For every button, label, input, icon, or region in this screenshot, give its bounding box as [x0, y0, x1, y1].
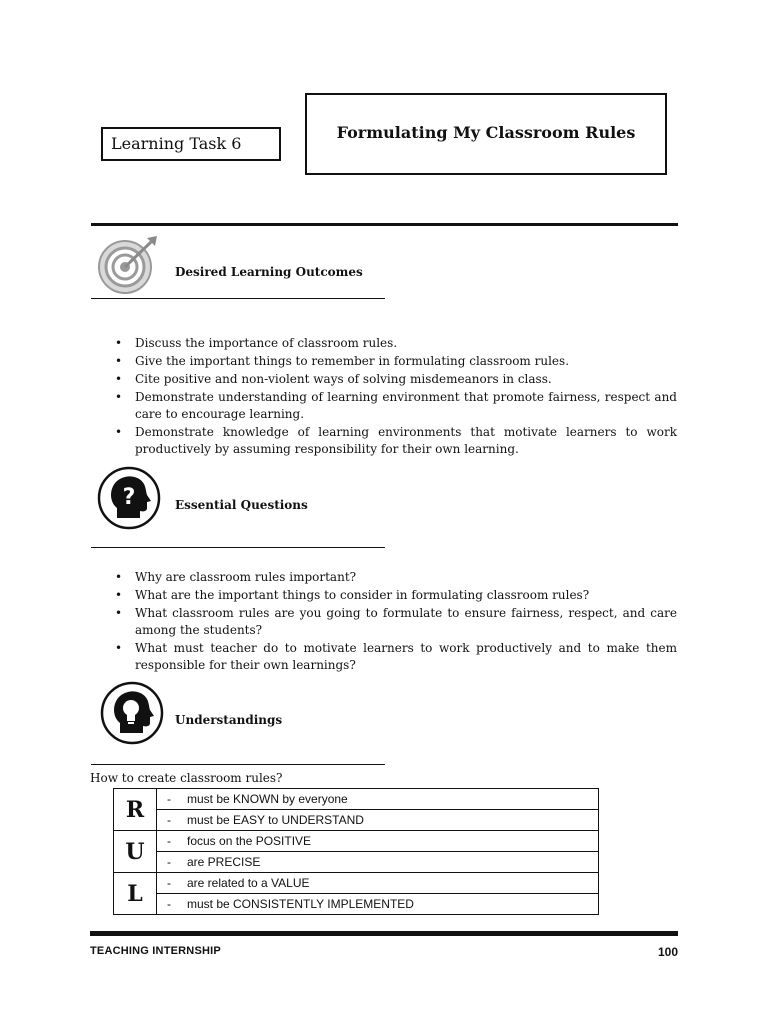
- list-item: • Give the important things to remember in formulating classroom rules.: [115, 354, 570, 368]
- list-item: • What must teacher do to motivate learners to work productively and to make them responsible for their own learnings?: [115, 641, 677, 672]
- table-row: [114, 810, 599, 831]
- outcomes-divider: [91, 298, 385, 299]
- outcomes-title: Desired Learning Outcomes: [175, 265, 363, 279]
- bullet: •: [115, 641, 123, 655]
- rule-item: - must be KNOWN by everyone: [157, 789, 599, 810]
- questions-list: [113, 569, 677, 675]
- footer-divider: [90, 931, 678, 936]
- questions-title: Essential Questions: [175, 498, 308, 512]
- rule-item: - are PRECISE: [157, 852, 599, 873]
- rule-item: - must be EASY to UNDERSTAND: [157, 810, 599, 831]
- page-title: Formulating My Classroom Rules: [305, 93, 667, 175]
- bullet: •: [115, 372, 123, 386]
- table-row: [114, 894, 599, 915]
- bullet: •: [115, 425, 123, 439]
- lightbulb-head-icon: [100, 681, 164, 745]
- list-item: • Demonstrate knowledge of learning environments that motivate learners to work productively by assuming responsibility for their own learning.: [115, 425, 677, 456]
- rules-table: [113, 788, 599, 915]
- understandings-intro: How to create classroom rules?: [90, 771, 283, 785]
- footer-course-label: TEACHING INTERNSHIP: [90, 945, 221, 957]
- bullet: •: [115, 606, 123, 620]
- list-item: • What classroom rules are you going to formulate to ensure fairness, respect, and care among the students?: [115, 606, 677, 637]
- table-row: [114, 831, 599, 852]
- svg-text:?: ?: [122, 485, 136, 510]
- learning-task-label: Learning Task 6: [101, 127, 281, 161]
- rule-item: - must be CONSISTENTLY IMPLEMENTED: [157, 894, 599, 915]
- rule-item: - focus on the POSITIVE: [157, 831, 599, 852]
- bullet: •: [115, 588, 123, 602]
- rule-letter: L: [114, 873, 157, 915]
- understandings-divider: [91, 764, 385, 765]
- question-head-icon: [97, 466, 161, 530]
- list-item: • Discuss the importance of classroom rules.: [115, 336, 398, 350]
- bullet: •: [115, 390, 123, 404]
- bullet: •: [115, 354, 123, 368]
- questions-divider: [91, 547, 385, 548]
- list-item: • Why are classroom rules important?: [115, 570, 357, 584]
- bullet: •: [115, 570, 123, 584]
- bullet: •: [115, 336, 123, 350]
- outcomes-list: [113, 335, 677, 459]
- list-item: • Cite positive and non-violent ways of solving misdemeanors in class.: [115, 372, 552, 386]
- table-row: [114, 852, 599, 873]
- header-divider: [91, 223, 678, 226]
- page-number: 100: [657, 945, 678, 959]
- rule-letter: U: [114, 831, 157, 873]
- target-icon: [97, 234, 159, 296]
- list-item: • Demonstrate understanding of learning environment that promote fairness, respect and care to encourage learning.: [115, 390, 677, 421]
- table-row: [114, 789, 599, 810]
- table-row: [114, 873, 599, 894]
- list-item: • What are the important things to consider in formulating classroom rules?: [115, 588, 590, 602]
- rule-letter: R: [114, 789, 157, 831]
- understandings-title: Understandings: [175, 713, 283, 727]
- rule-item: - are related to a VALUE: [157, 873, 599, 894]
